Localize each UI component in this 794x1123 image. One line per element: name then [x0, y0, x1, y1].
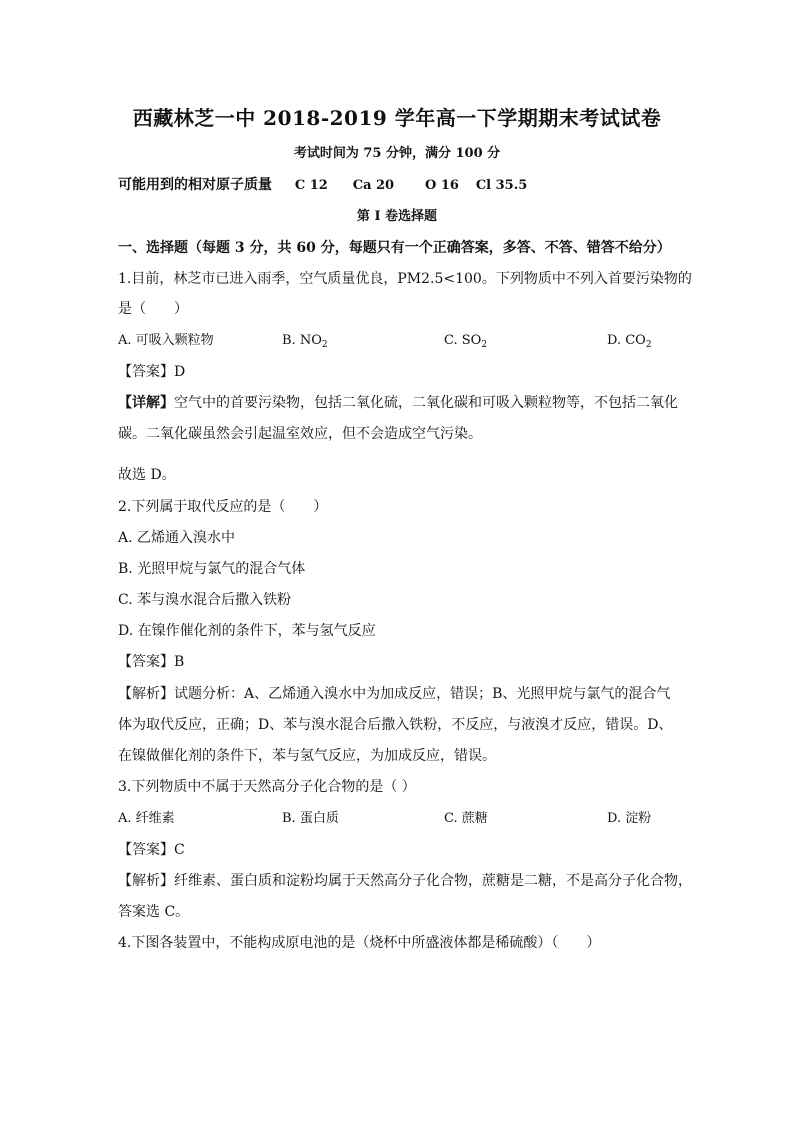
atomic-mass-label: 可能用到的相对原子质量: [118, 177, 272, 193]
q1-detail-line-2: 碳。二氧化碳虽然会引起温室效应，但不会造成空气污染。: [118, 426, 482, 442]
exam-title: 西藏林芝一中 2018-2019 学年高一下学期期末考试试卷: [132, 106, 662, 130]
q3-option-c: C. 蔗糖: [444, 811, 488, 826]
q2-option-d: D. 在镍作催化剂的条件下，苯与氢气反应: [118, 623, 376, 639]
section-heading: 一、选择题（每题 3 分，共 60 分，每题只有一个正确答案，多答、不答、错答不给分）: [118, 240, 671, 256]
q2-analysis-line-2: 体为取代反应，正确；D、苯与溴水混合后撒入铁粉，不反应，与液溴才反应，错误。D、: [118, 717, 673, 733]
q1-stem-line-1: 1.目前，林芝市已进入雨季，空气质量优良，PM2.5<100。下列物质中不列入首要污染物的: [118, 271, 692, 287]
exam-subtitle: 考试时间为 75 分钟，满分 100 分: [293, 146, 501, 161]
q3-analysis-line-2: 答案选 C。: [118, 904, 190, 920]
q1-option-d: D. $CO_2$: [607, 333, 652, 350]
q1-option-a: A. 可吸入颗粒物: [118, 333, 214, 348]
q4-stem: 4.下图各装置中，不能构成原电池的是（烧杯中所盛液体都是稀硫酸）（ ）: [118, 935, 601, 951]
q1-stem-line-2: 是（ ）: [118, 301, 188, 317]
q2-option-b: B. 光照甲烷与氯气的混合气体: [118, 561, 306, 577]
q3-option-d: D. 淀粉: [607, 811, 652, 826]
atomic-mass-o: O 16: [424, 178, 459, 193]
q2-answer: 【答案】B: [118, 654, 185, 670]
q1-conclusion: 故选 D。: [118, 467, 176, 483]
q1-detail-line-1: 【详解】空气中的首要污染物，包括二氧化硫，二氧化碳和可吸入颗粒物等，不包括二氧化: [118, 395, 678, 411]
q2-analysis-line-3: 在镍做催化剂的条件下，苯与氢气反应，为加成反应，错误。: [118, 748, 496, 764]
q3-stem: 3.下列物质中不属于天然高分子化合物的是（ ）: [118, 779, 416, 795]
q2-stem: 2.下列属于取代反应的是（ ）: [118, 499, 328, 515]
q2-option-a: A. 乙烯通入溴水中: [118, 530, 236, 546]
q1-detail-label: 【详解】: [118, 395, 174, 411]
atomic-mass-cl: Cl 35.5: [475, 178, 528, 193]
q3-answer: 【答案】C: [118, 842, 185, 858]
q1-answer: 【答案】D: [118, 364, 186, 380]
q2-option-c: C. 苯与溴水混合后撒入铁粉: [118, 592, 292, 608]
q3-analysis-line-1: 【解析】纤维素、蛋白质和淀粉均属于天然高分子化合物，蔗糖是二糖，不是高分子化合物，: [118, 873, 692, 889]
atomic-mass-ca: Ca 20: [352, 178, 395, 193]
q3-option-b: B. 蛋白质: [282, 811, 339, 826]
atomic-mass-c: C 12: [294, 178, 328, 193]
q3-option-a: A. 纤维素: [118, 811, 175, 826]
atomic-mass-row: [118, 175, 527, 196]
q1-option-c: C. $SO_2$: [444, 333, 488, 350]
q2-analysis-line-1: 【解析】试题分析：A、乙烯通入溴水中为加成反应，错误；B、光照甲烷与氯气的混合气: [118, 686, 671, 702]
section-title: 第 I 卷选择题: [356, 209, 438, 224]
q1-option-b: B. $NO_2$: [282, 333, 328, 350]
